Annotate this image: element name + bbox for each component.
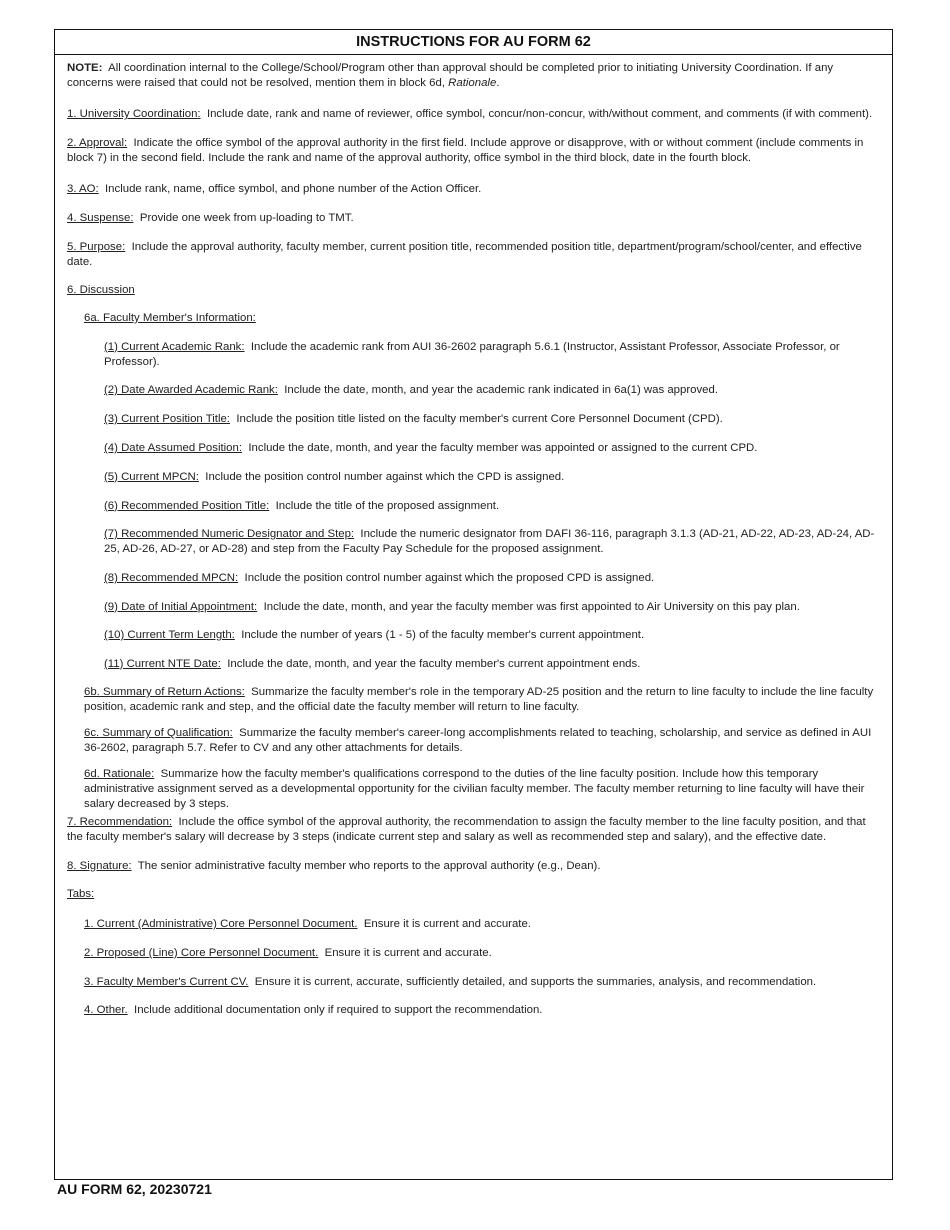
faculty-info-label: (11) Current NTE Date: (104, 657, 221, 670)
item-recommendation (67, 815, 882, 845)
tab-text: Ensure it is current and accurate. (324, 947, 492, 959)
subsection-label: 6c. Summary of Qualification: (84, 727, 233, 739)
note-paragraph (67, 61, 882, 91)
faculty-info-label: (3) Current Position Title: (104, 413, 230, 425)
note-text: All coordination internal to the College/School/Program other than approval should be completed prior to initiating University Coordination. If any concerns were raised that could not be resolved, mention them in block 6d, (67, 62, 834, 89)
subsection-rationale (84, 767, 882, 812)
subsection-text: Summarize the faculty member's career-long accomplishments related to teaching, scholarship, and service as defined in AUI 36-2602, paragraph 5.7. Refer to CV and any other attachments for details. (84, 727, 872, 754)
item-university-coordination (67, 107, 882, 122)
faculty-info-item (104, 412, 882, 427)
faculty-info-item (104, 628, 882, 643)
form-footer: AU FORM 62, 20230721 (57, 1181, 212, 1197)
tab-item (84, 917, 882, 932)
faculty-info-text: Include the position control number against which the CPD is assigned. (205, 470, 565, 483)
item-text: Include the approval authority, faculty member, current position title, recommended position title, department/program/school/center, and effective date. (67, 240, 862, 268)
faculty-info-label: (4) Date Assumed Position: (104, 442, 243, 454)
tab-item (84, 946, 882, 961)
discussion-heading: 6. Discussion (67, 284, 135, 296)
faculty-info-item (104, 441, 882, 456)
faculty-info-text: Include the title of the proposed assignment. (275, 499, 500, 512)
faculty-info-label: (1) Current Academic Rank: (104, 340, 245, 353)
item-text: The senior administrative faculty member who reports to the approval authority (e.g., Dean). (137, 859, 601, 872)
faculty-info-label: (10) Current Term Length: (104, 629, 235, 641)
faculty-info-label: 6a. Faculty Member's Information: (84, 312, 256, 324)
item-label: 2. Approval: (67, 136, 128, 149)
tabs-label: Tabs: (67, 888, 95, 900)
faculty-info-item (104, 499, 882, 514)
item-label: 1. University Coordination: (67, 108, 201, 120)
page-title: INSTRUCTIONS FOR AU FORM 62 (55, 30, 892, 55)
item-text: Include rank, name, office symbol, and phone number of the Action Officer. (105, 182, 482, 195)
faculty-info-item (104, 383, 882, 398)
tabs-heading (67, 887, 882, 902)
faculty-info-item (104, 571, 882, 586)
faculty-info-text: Include the academic rank from AUI 36-2602 paragraph 5.6.1 (Instructor, Assistant Professor, Associate Professor, or Professor). (104, 340, 840, 368)
tab-text: Ensure it is current, accurate, sufficiently detailed, and supports the summaries, analysis, and recommendation. (254, 975, 817, 988)
note-italic: Rationale (448, 77, 497, 89)
subsection-text: Summarize the faculty member's role in the temporary AD-25 position and the return to line faculty to include the line faculty position, academic rank and step, and the official date the faculty member will return to line faculty. (84, 686, 874, 713)
faculty-info-label: (8) Recommended MPCN: (104, 572, 239, 584)
item-text: Include date, rank and name of reviewer, office symbol, concur/non-concur, with/without comment, and comments (if with comment). (206, 108, 873, 120)
item-text: Indicate the office symbol of the approval authority in the first field. Include approve or disapprove, with or without comment (include comments in block 7) in the second field. Include the rank and name of the approval authority, office symbol in the third block, date in the fourth block. (67, 136, 864, 164)
faculty-info-item (104, 527, 882, 557)
instructions-body (55, 55, 892, 1018)
tab-label: 3. Faculty Member's Current CV. (84, 975, 249, 988)
tab-text: Ensure it is current and accurate. (363, 918, 531, 930)
item-label: 8. Signature: (67, 859, 132, 872)
faculty-info-item (104, 657, 882, 672)
faculty-info-text: Include the date, month, and year the faculty member was first appointed to Air University on this pay plan. (263, 600, 800, 613)
faculty-info-heading (84, 311, 882, 326)
faculty-info-text: Include the numeric designator from DAFI 36-116, paragraph 3.1.3 (AD-21, AD-22, AD-23, AD-24, AD-25, AD-26, AD-27, or AD-28) and step from the Faculty Pay Schedule for the proposed assignment. (104, 528, 875, 555)
faculty-info-item (104, 600, 882, 615)
tab-label: 2. Proposed (Line) Core Personnel Document. (84, 947, 319, 959)
faculty-info-text: Include the number of years (1 - 5) of the faculty member's current appointment. (241, 629, 645, 641)
subsection-qualification (84, 726, 882, 756)
tab-item (84, 975, 882, 990)
tab-item (84, 1003, 882, 1018)
faculty-info-item (104, 470, 882, 485)
faculty-info-text: Include the position title listed on the faculty member's current Core Personnel Document (CPD). (236, 413, 723, 425)
faculty-info-text: Include the date, month, and year the faculty member's current appointment ends. (227, 657, 641, 670)
tab-label: 4. Other. (84, 1004, 128, 1016)
faculty-info-text: Include the date, month, and year the academic rank indicated in 6a(1) was approved. (284, 384, 718, 396)
faculty-info-label: (2) Date Awarded Academic Rank: (104, 384, 278, 396)
tab-text: Include additional documentation only if required to support the recommendation. (134, 1004, 543, 1016)
faculty-info-label: (9) Date of Initial Appointment: (104, 600, 258, 613)
item-label: 5. Purpose: (67, 240, 126, 253)
item-text: Include the office symbol of the approval authority, the recommendation to assign the faculty member to the line faculty position, and that the faculty member's salary will decrease by 3 steps (indicate current step and salary as well as recommended step and salary), and the effective date. (67, 816, 866, 843)
tab-label: 1. Current (Administrative) Core Personnel Document. (84, 918, 358, 930)
instructions-frame (54, 29, 893, 1180)
faculty-info-label: (6) Recommended Position Title: (104, 499, 270, 512)
faculty-info-label: (7) Recommended Numeric Designator and Step: (104, 528, 355, 540)
item-ao (67, 182, 882, 197)
subsection-return-actions (84, 685, 882, 715)
subsection-label: 6b. Summary of Return Actions: (84, 686, 245, 698)
item-purpose (67, 240, 882, 270)
subsection-label: 6d. Rationale: (84, 768, 155, 780)
faculty-info-text: Include the position control number against which the proposed CPD is assigned. (244, 572, 655, 584)
faculty-info-item (104, 340, 882, 370)
item-approval (67, 136, 882, 166)
note-label: NOTE: (67, 62, 103, 74)
subsection-text: Summarize how the faculty member's qualifications correspond to the duties of the line faculty position. Include how this temporary administrative assignment served as a developmental opportunity for the civilian faculty member. The faculty member returning to line faculty will have their salary decreased by 3 steps. (84, 768, 865, 810)
item-label: 7. Recommendation: (67, 816, 173, 828)
item-suspense (67, 211, 882, 226)
item-signature (67, 859, 882, 874)
faculty-info-text: Include the date, month, and year the faculty member was appointed or assigned to the current CPD. (248, 442, 758, 454)
item-label: 3. AO: (67, 182, 99, 195)
note-end: . (496, 77, 500, 89)
faculty-info-label: (5) Current MPCN: (104, 470, 199, 483)
item-label: 4. Suspense: (67, 211, 134, 224)
item-text: Provide one week from up-loading to TMT. (139, 211, 354, 224)
